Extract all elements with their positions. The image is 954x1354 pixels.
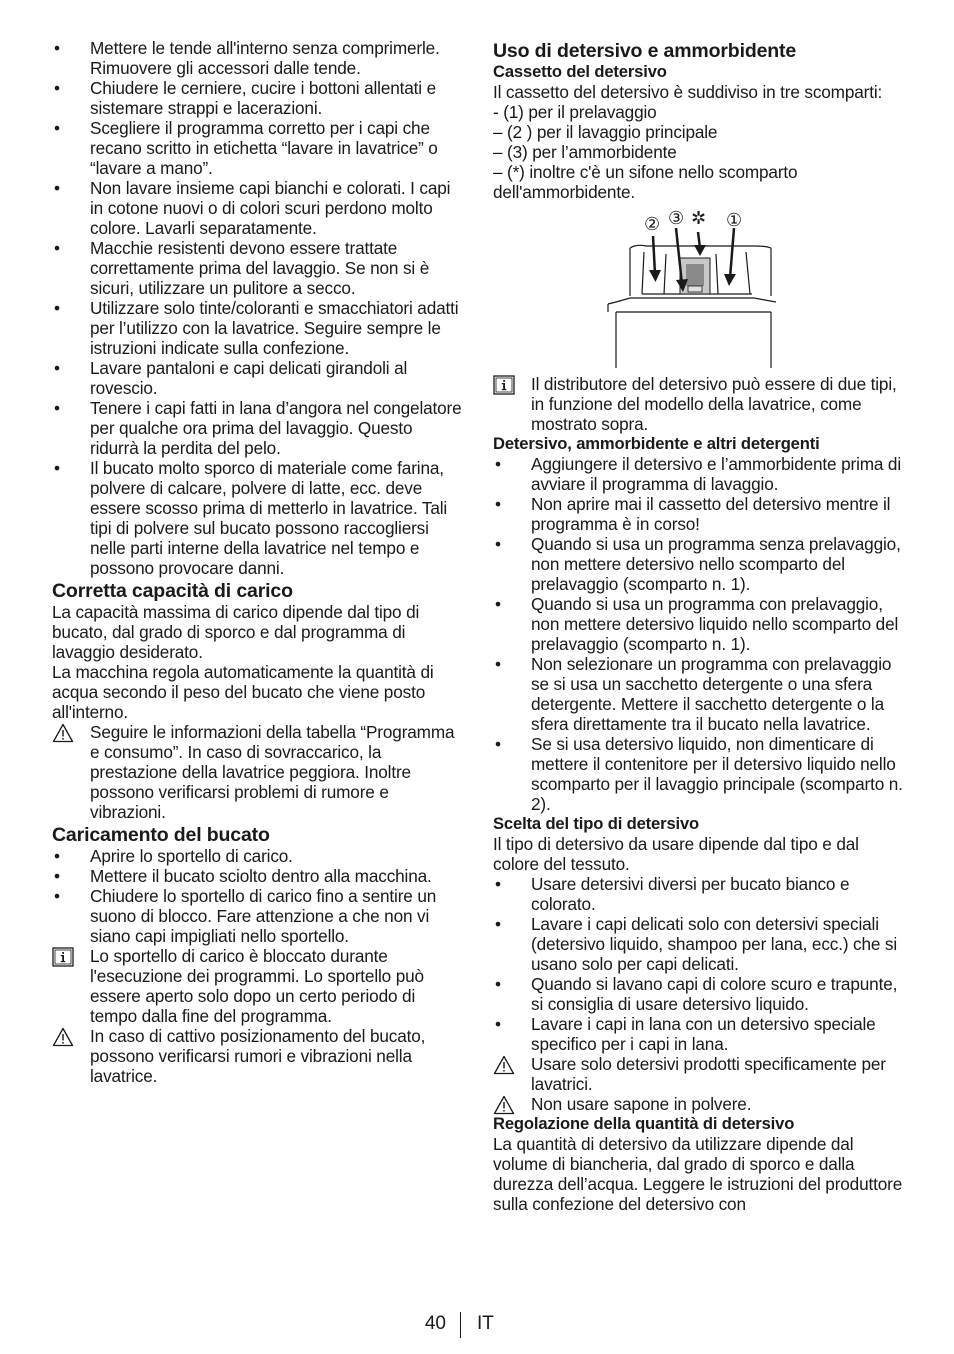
drawer-line: – (3) per l’ammorbidente bbox=[493, 142, 677, 162]
bullet-icon: • bbox=[495, 974, 501, 994]
warning-note-capacity: Seguire le informazioni della tabella “Programma e consumo”. In caso di sovraccarico, la prestazione della lavatrice peggiora. Inoltre possono verificarsi problemi di rumore e vibrazioni. bbox=[52, 722, 464, 822]
list-item: • Quando si usa un programma senza prelavaggio, non mettere detersivo nello scomparto del prelavaggio (scomparto n. 1). bbox=[495, 534, 901, 594]
list-item: • Tenere i capi fatti in lana d’angora nel congelatore per qualche ora prima del lavaggio. Questo ridurrà la perdita del pelo. bbox=[54, 398, 462, 458]
bullet-icon: • bbox=[495, 874, 501, 894]
info-note-dispenser: Il distributore del detersivo può essere di due tipi, in funzione del modello della lavatrice, come mostrato sopra. bbox=[493, 374, 905, 434]
bullet-icon: • bbox=[495, 654, 501, 674]
info-icon bbox=[493, 375, 515, 395]
drawer-line: – (*) inoltre c'è un sifone nello scomparto dell'ammorbidente. bbox=[493, 162, 798, 202]
figure-label-siphon: ✲ bbox=[691, 208, 706, 228]
subheading-amount: Regolazione della quantità di detersivo bbox=[493, 1114, 795, 1133]
warning-triangle-icon bbox=[52, 1027, 74, 1047]
bullet-icon: • bbox=[54, 866, 60, 886]
bullet-icon: • bbox=[54, 846, 60, 866]
paragraph-capacity-2: La macchina regola automaticamente la quantità di acqua secondo il peso del bucato che viene posto all'interno. bbox=[52, 662, 434, 722]
warning-triangle-icon bbox=[493, 1055, 515, 1075]
list-item: • Chiudere lo sportello di carico fino a sentire un suono di blocco. Fare attenzione a che non vi siano capi impigliati nello sportello. bbox=[54, 886, 437, 946]
care-bullet-list bbox=[52, 38, 464, 578]
subheading-drawer: Cassetto del detersivo bbox=[493, 62, 667, 81]
right-column bbox=[493, 38, 905, 1214]
bullet-icon: • bbox=[495, 1014, 501, 1034]
list-item: • Aprire lo sportello di carico. bbox=[54, 846, 293, 866]
warning-triangle-icon bbox=[52, 723, 74, 743]
bullet-icon: • bbox=[495, 534, 501, 554]
list-item: • Il bucato molto sporco di materiale come farina, polvere di calcare, polvere di latte, ecc. deve essere scosso prima di metterlo in lavatrice. Tali tipi di polvere sul bucato possono raccogliersi nelle parti interne della lavatrice nel tempo e possono provocare danni. bbox=[54, 458, 448, 578]
list-item: • Lavare i capi delicati solo con detersivi speciali (detersivo liquido, shampoo per lana, ecc.) che si usano solo per capi delicati. bbox=[495, 914, 898, 974]
bullet-icon: • bbox=[495, 494, 501, 514]
language-code: IT bbox=[477, 1313, 494, 1334]
list-item: • Se si usa detersivo liquido, non dimenticare di mettere il contenitore per il detersivo liquido nello scomparto per il lavaggio principale (scomparto n. 2). bbox=[495, 734, 903, 814]
list-item: • Utilizzare solo tinte/coloranti e smacchiatori adatti per l’utilizzo con la lavatrice. Seguire sempre le istruzioni indicate sulla confezione. bbox=[54, 298, 459, 358]
bullet-icon: • bbox=[54, 118, 60, 138]
bullet-icon: • bbox=[495, 914, 501, 934]
heading-detergent: Uso di detersivo e ammorbidente bbox=[493, 40, 797, 62]
left-column bbox=[52, 38, 464, 1086]
warning-triangle-icon bbox=[493, 1095, 515, 1115]
page-number: 40 bbox=[424, 1313, 446, 1334]
figure-label-2: ② bbox=[644, 214, 660, 234]
footer-divider bbox=[460, 1312, 461, 1338]
list-item: • Mettere il bucato sciolto dentro alla macchina. bbox=[54, 866, 432, 886]
bullet-icon: • bbox=[495, 594, 501, 614]
list-item: • Chiudere le cerniere, cucire i bottoni allentati e sistemare strappi e lacerazioni. bbox=[54, 78, 436, 118]
list-item: • Macchie resistenti devono essere trattate correttamente prima del lavaggio. Se non si è sicuri, utilizzare un pulitore a secco. bbox=[54, 238, 430, 298]
bullet-icon: • bbox=[495, 734, 501, 754]
bullet-icon: • bbox=[54, 298, 60, 318]
bullet-icon: • bbox=[54, 398, 60, 418]
drawer-line: Il cassetto del detersivo è suddiviso in tre scomparti: bbox=[493, 82, 883, 102]
list-item: • Lavare pantaloni e capi delicati girandoli al rovescio. bbox=[54, 358, 408, 398]
loading-bullet-list bbox=[52, 846, 464, 946]
detergent-drawer-figure bbox=[493, 204, 905, 374]
bullet-icon: • bbox=[54, 358, 60, 378]
list-item: • Quando si usa un programma con prelavaggio, non mettere detersivo liquido nello scomparto del prelavaggio (scomparto n. 1). bbox=[495, 594, 899, 654]
list-item: • Non selezionare un programma con prelavaggio se si usa un sacchetto detergente o una sfera detergente. Mettere il sacchetto detergente o la sfera direttamente tra il bucato nella lavatrice. bbox=[495, 654, 892, 734]
list-item: • Lavare i capi in lana con un detersivo speciale specifico per i capi in lana. bbox=[495, 1014, 876, 1054]
list-item: • Aggiungere il detersivo e l’ammorbidente prima di avviare il programma di lavaggio. bbox=[495, 454, 902, 494]
subheading-others: Detersivo, ammorbidente e altri detergenti bbox=[493, 434, 820, 453]
bullet-icon: • bbox=[54, 238, 60, 258]
figure-label-1: ① bbox=[726, 210, 742, 230]
list-item: • Non aprire mai il cassetto del detersivo mentre il programma è in corso! bbox=[495, 494, 891, 534]
paragraph-choice: Il tipo di detersivo da usare dipende dal tipo e dal colore del tessuto. bbox=[493, 834, 859, 874]
info-note-loading: Lo sportello di carico è bloccato durante l'esecuzione dei programmi. Lo sportello può essere aperto solo dopo un certo periodo di tempo dalla fine del programma. bbox=[52, 946, 464, 1026]
bullet-icon: • bbox=[54, 178, 60, 198]
bullet-icon: • bbox=[54, 38, 60, 58]
drawer-line: - (1) per il prelavaggio bbox=[493, 102, 657, 122]
drawer-line: – (2 ) per il lavaggio principale bbox=[493, 122, 718, 142]
others-bullet-list bbox=[493, 454, 905, 814]
figure-label-3: ③ bbox=[668, 208, 684, 228]
warning-note-powder-soap: Non usare sapone in polvere. bbox=[493, 1094, 905, 1114]
warning-note-loading: In caso di cattivo posizionamento del bucato, possono verificarsi rumori e vibrazioni nella lavatrice. bbox=[52, 1026, 464, 1086]
list-item: • Non lavare insieme capi bianchi e colorati. I capi in cotone nuovi o di colori scuri perdono molto colore. Lavarli separatamente. bbox=[54, 178, 451, 238]
paragraph-amount: La quantità di detersivo da utilizzare dipende dal volume di biancheria, dal grado di sporco e dalla durezza dell’acqua. Leggere le istruzioni del produttore sulla confezione del detersivo con bbox=[493, 1134, 903, 1214]
heading-loading: Caricamento del bucato bbox=[52, 824, 270, 846]
choice-bullet-list bbox=[493, 874, 905, 1054]
bullet-icon: • bbox=[54, 886, 60, 906]
bullet-icon: • bbox=[54, 78, 60, 98]
paragraph-capacity-1: La capacità massima di carico dipende dal tipo di bucato, dal grado di sporco e dal programma di lavaggio desiderato. bbox=[52, 602, 420, 662]
bullet-icon: • bbox=[495, 454, 501, 474]
list-item: • Scegliere il programma corretto per i capi che recano scritto in etichetta “lavare in lavatrice” o “lavare a mano”. bbox=[54, 118, 438, 178]
detergent-drawer-illustration bbox=[606, 208, 776, 368]
list-item: • Quando si lavano capi di colore scuro e trapunte, si consiglia di usare detersivo liquido. bbox=[495, 974, 898, 1014]
list-item: • Mettere le tende all'interno senza comprimerle. Rimuovere gli accessori dalle tende. bbox=[54, 38, 440, 78]
subheading-choice: Scelta del tipo di detersivo bbox=[493, 814, 700, 833]
list-item: • Usare detersivi diversi per bucato bianco e colorato. bbox=[495, 874, 850, 914]
warning-note-detergent-type: Usare solo detersivi prodotti specificamente per lavatrici. bbox=[493, 1054, 905, 1094]
bullet-icon: • bbox=[54, 458, 60, 478]
info-icon bbox=[52, 947, 74, 967]
heading-capacity: Corretta capacità di carico bbox=[52, 580, 293, 602]
